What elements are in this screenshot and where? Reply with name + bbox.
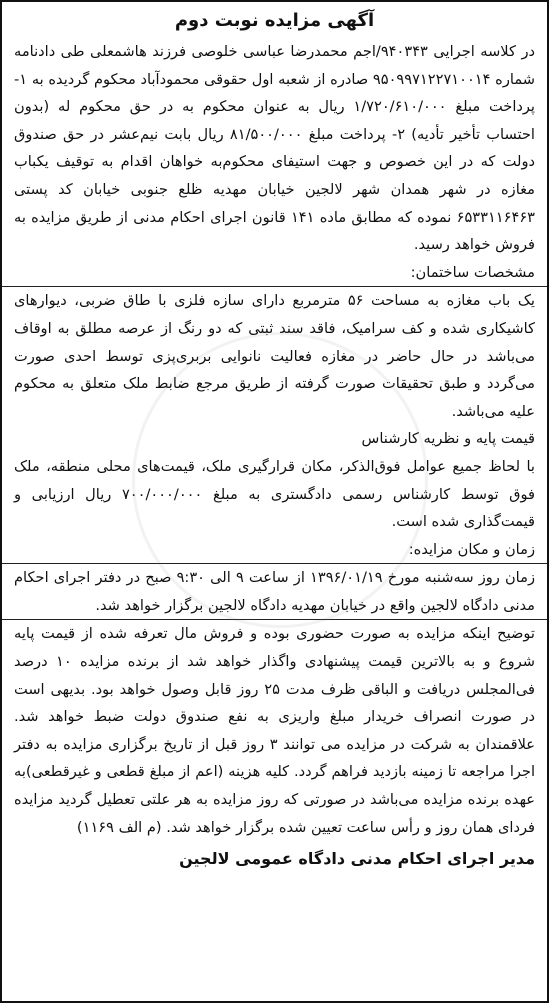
intro-paragraph: در کلاسه اجرایی ۹۴۰۳۴۳/اجم محمدرضا عباسی خلوصی فرزند هاشمعلی طی دادنامه شماره ۹۵۰۹۹۷۱۲۲۷۱۰۰۱۴ صادره از شعبه اول حقوقی محمودآباد محکوم گردیده به ۱- پرداخت مبلغ ۱/۷۲۰/۶۱۰/۰۰۰ ریال به عنوان محکوم به در حق محکوم له (بدون احتساب تأخیر تأدیه) ۲- پرداخت مبلغ ۸۱/۵۰۰/۰۰۰ ریال بابت نیم‌عشر در حق صندوق دولت که در این خصوص و جهت استیفای محکوم‌به خواهان اقدام به توقیف یکباب مغازه در شهر همدان شهر لالجین خیابان مهدیه ظلع جنوبی خیابان کد پستی ۶۵۳۳۱۱۶۴۶۳ نموده که مطابق ماده ۱۴۱ قانون اجرای احکام مدنی از طریق مزایده به فروش خواهد رسید.: [14, 43, 535, 254]
signature-line: مدیر اجرای احکام مدنی دادگاه عمومی لالجین: [179, 849, 535, 869]
time-paragraph: زمان روز سه‌شنبه مورخ ۱۳۹۶/۰۱/۱۹ از ساعت ۹ الی ۹:۳۰ صبح در دفتر اجرای احکام مدنی دادگاه لالجین واقع در خیابان مهدیه دادگاه لالجین برگزار خواهد شد.: [14, 569, 535, 614]
building-paragraph: یک باب مغازه به مساحت ۵۶ مترمربع دارای سازه فلزی با طاق ضربی، دیوارهای کاشیکاری شده و کف سرامیک، فاقد سند ثبتی که دو رنگ از عرصه مطلق به اوقاف می‌باشد در حال حاضر در مغازه فعالیت نانوایی بربری‌پزی توسط احدی صورت می‌گردد و طبق تحقیقات صورت گرفته از طریق مرجع ضابط ملک متعلق به محکوم علیه می‌باشد.: [14, 292, 535, 420]
price-heading: قیمت پایه و نظریه کارشناس: [361, 430, 535, 448]
time-heading: زمان و مکان مزایده:: [408, 540, 535, 558]
note-paragraph: توضیح اینکه مزایده به صورت حضوری بوده و فروش مال تعرفه شده از قیمت پایه شروع و به بالاترین قیمت پیشنهادی واگذار خواهد شد از برنده مزایده ۱۰ درصد فی‌المجلس دریافت و الباقی ظرف مدت ۲۵ روز قابل وصول خواهد بود. بدیهی است در صورت انصراف خریدار مبلغ واریزی به نفع صندوق دولت ضبط خواهد شد. علاقمندان به شرکت در مزایده می توانند ۳ روز قبل از تاریخ برگزاری مزایده به دفتر اجرا مراجعه تا زمینه بازدید فراهم گردد. کلیه هزینه (اعم از مبلغ قطعی و غیرقطعی)به عهده برنده مزایده می‌باشد در صورتی که روز مزایده به هر علتی تعطیل گردید مزایده فردای همان روز و رأس ساعت تعیین شده برگزار خواهد شد. (م الف ۱۱۶۹): [14, 625, 536, 836]
price-paragraph: با لحاظ جمیع عوامل فوق‌الذکر، مکان قرارگیری ملک، قیمت‌های محلی منطقه، ملک فوق توسط کارشناس رسمی دادگستری به مبلغ ۷۰۰/۰۰۰/۰۰۰ ریال ارزیابی و قیمت‌گذاری شده است.: [14, 457, 535, 531]
notice-body: [2, 38, 547, 841]
notice-title: آگهی مزایده نوبت دوم: [174, 10, 375, 31]
building-heading: مشخصات ساختمان:: [410, 263, 535, 281]
